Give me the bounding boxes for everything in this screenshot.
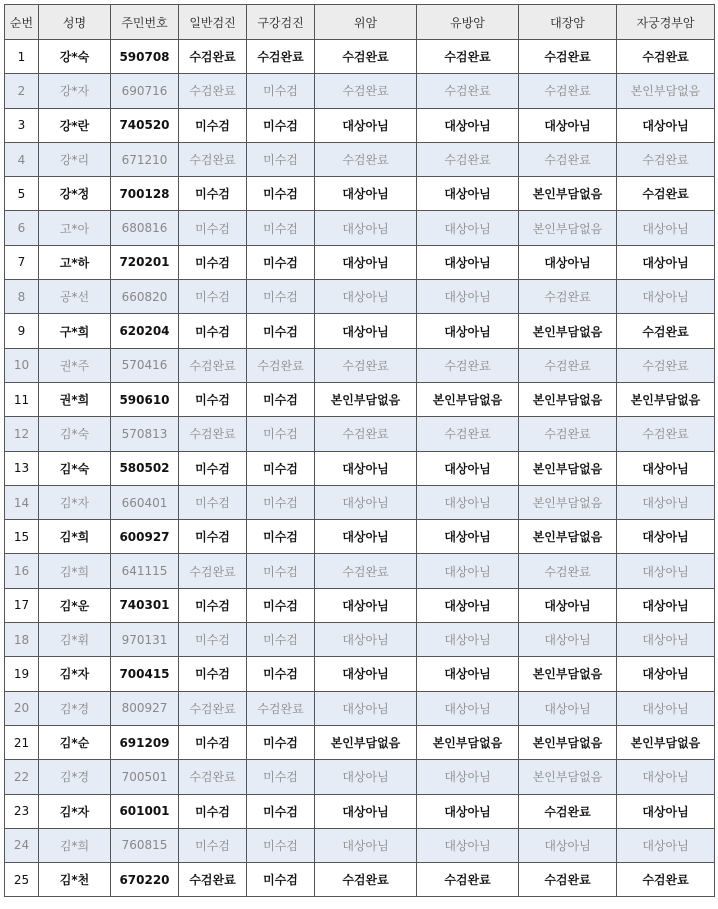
cell-cervical-cancer: 수검완료 <box>617 177 715 211</box>
cell-seq: 14 <box>5 485 39 519</box>
cell-general-checkup: 수검완료 <box>179 863 247 897</box>
cell-general-checkup: 수검완료 <box>179 142 247 176</box>
cell-oral-checkup: 미수검 <box>247 657 315 691</box>
cell-seq: 17 <box>5 588 39 622</box>
cell-colon-cancer: 대상아님 <box>519 245 617 279</box>
cell-cervical-cancer: 대상아님 <box>617 760 715 794</box>
header-oral-checkup: 구강검진 <box>247 5 315 40</box>
cell-name: 강*리 <box>39 142 111 176</box>
cell-cervical-cancer: 대상아님 <box>617 657 715 691</box>
cell-oral-checkup: 미수검 <box>247 588 315 622</box>
cell-seq: 4 <box>5 142 39 176</box>
table-row <box>5 177 715 211</box>
cell-name: 김*경 <box>39 760 111 794</box>
header-seq: 순번 <box>5 5 39 40</box>
cell-seq: 15 <box>5 520 39 554</box>
table-row <box>5 314 715 348</box>
cell-oral-checkup: 미수검 <box>247 623 315 657</box>
cell-id-number: 590708 <box>111 40 179 74</box>
cell-general-checkup: 미수검 <box>179 520 247 554</box>
cell-stomach-cancer: 대상아님 <box>315 211 417 245</box>
cell-id-number: 720201 <box>111 245 179 279</box>
cell-seq: 20 <box>5 691 39 725</box>
table-row <box>5 40 715 74</box>
cell-general-checkup: 수검완료 <box>179 417 247 451</box>
cell-stomach-cancer: 본인부담없음 <box>315 382 417 416</box>
table-header-row <box>5 5 715 40</box>
header-cervical-cancer: 자궁경부암 <box>617 5 715 40</box>
cell-breast-cancer: 대상아님 <box>417 108 519 142</box>
cell-oral-checkup: 미수검 <box>247 108 315 142</box>
cell-colon-cancer: 수검완료 <box>519 794 617 828</box>
cell-stomach-cancer: 수검완료 <box>315 142 417 176</box>
table-row <box>5 108 715 142</box>
table-row <box>5 828 715 862</box>
cell-id-number: 660401 <box>111 485 179 519</box>
cell-breast-cancer: 대상아님 <box>417 280 519 314</box>
cell-id-number: 970131 <box>111 623 179 657</box>
cell-stomach-cancer: 대상아님 <box>315 314 417 348</box>
header-breast-cancer: 유방암 <box>417 5 519 40</box>
cell-name: 강*숙 <box>39 40 111 74</box>
cell-colon-cancer: 본인부담없음 <box>519 520 617 554</box>
cell-oral-checkup: 미수검 <box>247 74 315 108</box>
cell-colon-cancer: 본인부담없음 <box>519 382 617 416</box>
cell-stomach-cancer: 대상아님 <box>315 451 417 485</box>
table-row <box>5 211 715 245</box>
cell-stomach-cancer: 대상아님 <box>315 828 417 862</box>
cell-oral-checkup: 미수검 <box>247 417 315 451</box>
cell-seq: 24 <box>5 828 39 862</box>
cell-id-number: 740520 <box>111 108 179 142</box>
cell-colon-cancer: 본인부담없음 <box>519 177 617 211</box>
cell-oral-checkup: 미수검 <box>247 211 315 245</box>
cell-stomach-cancer: 대상아님 <box>315 177 417 211</box>
cell-stomach-cancer: 대상아님 <box>315 520 417 554</box>
cell-name: 김*희 <box>39 828 111 862</box>
cell-id-number: 760815 <box>111 828 179 862</box>
cell-oral-checkup: 미수검 <box>247 177 315 211</box>
cell-name: 공*선 <box>39 280 111 314</box>
cell-id-number: 700415 <box>111 657 179 691</box>
cell-stomach-cancer: 수검완료 <box>315 554 417 588</box>
cell-seq: 16 <box>5 554 39 588</box>
cell-cervical-cancer: 대상아님 <box>617 623 715 657</box>
cell-cervical-cancer: 대상아님 <box>617 794 715 828</box>
cell-id-number: 601001 <box>111 794 179 828</box>
cell-seq: 11 <box>5 382 39 416</box>
cell-oral-checkup: 미수검 <box>247 863 315 897</box>
table-row <box>5 863 715 897</box>
cell-breast-cancer: 대상아님 <box>417 794 519 828</box>
cell-colon-cancer: 대상아님 <box>519 623 617 657</box>
table-row <box>5 623 715 657</box>
table-row <box>5 794 715 828</box>
cell-oral-checkup: 수검완료 <box>247 40 315 74</box>
cell-name: 구*희 <box>39 314 111 348</box>
cell-oral-checkup: 수검완료 <box>247 691 315 725</box>
cell-cervical-cancer: 수검완료 <box>617 142 715 176</box>
table-row <box>5 485 715 519</box>
cell-colon-cancer: 본인부담없음 <box>519 451 617 485</box>
cell-id-number: 690716 <box>111 74 179 108</box>
cell-colon-cancer: 수검완료 <box>519 74 617 108</box>
cell-name: 김*숙 <box>39 417 111 451</box>
cell-id-number: 700501 <box>111 760 179 794</box>
table-row <box>5 451 715 485</box>
cell-name: 김*숙 <box>39 451 111 485</box>
cell-oral-checkup: 미수검 <box>247 451 315 485</box>
cell-cervical-cancer: 대상아님 <box>617 588 715 622</box>
cell-colon-cancer: 수검완료 <box>519 554 617 588</box>
cell-cervical-cancer: 대상아님 <box>617 245 715 279</box>
cell-oral-checkup: 미수검 <box>247 725 315 759</box>
table-row <box>5 348 715 382</box>
cell-colon-cancer: 본인부담없음 <box>519 760 617 794</box>
cell-stomach-cancer: 대상아님 <box>315 623 417 657</box>
cell-oral-checkup: 미수검 <box>247 382 315 416</box>
cell-colon-cancer: 수검완료 <box>519 863 617 897</box>
cell-general-checkup: 수검완료 <box>179 554 247 588</box>
cell-stomach-cancer: 대상아님 <box>315 760 417 794</box>
cell-cervical-cancer: 대상아님 <box>617 108 715 142</box>
cell-id-number: 570416 <box>111 348 179 382</box>
cell-oral-checkup: 수검완료 <box>247 348 315 382</box>
cell-stomach-cancer: 대상아님 <box>315 691 417 725</box>
cell-breast-cancer: 대상아님 <box>417 554 519 588</box>
cell-colon-cancer: 대상아님 <box>519 588 617 622</box>
cell-general-checkup: 미수검 <box>179 485 247 519</box>
cell-seq: 13 <box>5 451 39 485</box>
cell-id-number: 600927 <box>111 520 179 554</box>
cell-cervical-cancer: 대상아님 <box>617 451 715 485</box>
cell-id-number: 680816 <box>111 211 179 245</box>
cell-cervical-cancer: 수검완료 <box>617 314 715 348</box>
cell-name: 강*란 <box>39 108 111 142</box>
cell-name: 김*경 <box>39 691 111 725</box>
cell-general-checkup: 미수검 <box>179 280 247 314</box>
cell-name: 김*휘 <box>39 623 111 657</box>
cell-colon-cancer: 본인부담없음 <box>519 657 617 691</box>
cell-name: 김*운 <box>39 588 111 622</box>
cell-general-checkup: 미수검 <box>179 623 247 657</box>
table-row <box>5 691 715 725</box>
cell-colon-cancer: 본인부담없음 <box>519 485 617 519</box>
table-row <box>5 142 715 176</box>
cell-name: 김*천 <box>39 863 111 897</box>
cell-colon-cancer: 본인부담없음 <box>519 211 617 245</box>
table-row <box>5 588 715 622</box>
cell-colon-cancer: 수검완료 <box>519 417 617 451</box>
cell-general-checkup: 미수검 <box>179 108 247 142</box>
cell-stomach-cancer: 대상아님 <box>315 485 417 519</box>
cell-cervical-cancer: 본인부담없음 <box>617 382 715 416</box>
table-row <box>5 417 715 451</box>
header-stomach-cancer: 위암 <box>315 5 417 40</box>
cell-name: 권*주 <box>39 348 111 382</box>
cell-cervical-cancer: 대상아님 <box>617 280 715 314</box>
cell-id-number: 691209 <box>111 725 179 759</box>
cell-breast-cancer: 대상아님 <box>417 211 519 245</box>
cell-breast-cancer: 수검완료 <box>417 74 519 108</box>
cell-colon-cancer: 대상아님 <box>519 108 617 142</box>
cell-cervical-cancer: 본인부담없음 <box>617 725 715 759</box>
cell-general-checkup: 미수검 <box>179 588 247 622</box>
cell-cervical-cancer: 대상아님 <box>617 554 715 588</box>
cell-cervical-cancer: 대상아님 <box>617 828 715 862</box>
cell-general-checkup: 미수검 <box>179 382 247 416</box>
cell-oral-checkup: 미수검 <box>247 828 315 862</box>
header-id-number: 주민번호 <box>111 5 179 40</box>
cell-breast-cancer: 대상아님 <box>417 314 519 348</box>
cell-cervical-cancer: 대상아님 <box>617 485 715 519</box>
cell-seq: 21 <box>5 725 39 759</box>
cell-general-checkup: 미수검 <box>179 211 247 245</box>
cell-id-number: 590610 <box>111 382 179 416</box>
cell-seq: 8 <box>5 280 39 314</box>
table-body <box>5 40 715 897</box>
cell-id-number: 580502 <box>111 451 179 485</box>
table-row <box>5 280 715 314</box>
cell-stomach-cancer: 대상아님 <box>315 108 417 142</box>
cell-cervical-cancer: 수검완료 <box>617 40 715 74</box>
cell-seq: 2 <box>5 74 39 108</box>
cell-oral-checkup: 미수검 <box>247 794 315 828</box>
cell-breast-cancer: 대상아님 <box>417 760 519 794</box>
cell-breast-cancer: 대상아님 <box>417 623 519 657</box>
cell-cervical-cancer: 수검완료 <box>617 348 715 382</box>
cell-breast-cancer: 수검완료 <box>417 863 519 897</box>
cell-cervical-cancer: 대상아님 <box>617 211 715 245</box>
cell-seq: 7 <box>5 245 39 279</box>
cell-colon-cancer: 대상아님 <box>519 828 617 862</box>
cell-oral-checkup: 미수검 <box>247 142 315 176</box>
cell-breast-cancer: 대상아님 <box>417 691 519 725</box>
cell-seq: 12 <box>5 417 39 451</box>
cell-stomach-cancer: 수검완료 <box>315 74 417 108</box>
cell-oral-checkup: 미수검 <box>247 245 315 279</box>
cell-general-checkup: 수검완료 <box>179 691 247 725</box>
cell-stomach-cancer: 대상아님 <box>315 794 417 828</box>
cell-seq: 5 <box>5 177 39 211</box>
table-row <box>5 245 715 279</box>
cell-seq: 6 <box>5 211 39 245</box>
cell-cervical-cancer: 수검완료 <box>617 863 715 897</box>
table-row <box>5 520 715 554</box>
cell-name: 권*희 <box>39 382 111 416</box>
cell-cervical-cancer: 수검완료 <box>617 417 715 451</box>
cell-stomach-cancer: 대상아님 <box>315 280 417 314</box>
cell-id-number: 740301 <box>111 588 179 622</box>
cell-seq: 1 <box>5 40 39 74</box>
table-row <box>5 554 715 588</box>
cell-id-number: 800927 <box>111 691 179 725</box>
table-row <box>5 382 715 416</box>
cell-breast-cancer: 대상아님 <box>417 828 519 862</box>
cell-stomach-cancer: 본인부담없음 <box>315 725 417 759</box>
cell-id-number: 660820 <box>111 280 179 314</box>
cell-breast-cancer: 대상아님 <box>417 451 519 485</box>
header-colon-cancer: 대장암 <box>519 5 617 40</box>
cell-general-checkup: 미수검 <box>179 177 247 211</box>
cell-colon-cancer: 수검완료 <box>519 280 617 314</box>
cell-id-number: 670220 <box>111 863 179 897</box>
cell-name: 김*희 <box>39 554 111 588</box>
cell-breast-cancer: 본인부담없음 <box>417 725 519 759</box>
table-row <box>5 725 715 759</box>
cell-general-checkup: 미수검 <box>179 245 247 279</box>
cell-name: 강*자 <box>39 74 111 108</box>
cell-general-checkup: 미수검 <box>179 451 247 485</box>
cell-id-number: 671210 <box>111 142 179 176</box>
cell-general-checkup: 미수검 <box>179 314 247 348</box>
cell-colon-cancer: 대상아님 <box>519 691 617 725</box>
cell-cervical-cancer: 대상아님 <box>617 520 715 554</box>
cell-seq: 23 <box>5 794 39 828</box>
cell-stomach-cancer: 대상아님 <box>315 588 417 622</box>
cell-seq: 18 <box>5 623 39 657</box>
cell-breast-cancer: 수검완료 <box>417 417 519 451</box>
cell-seq: 22 <box>5 760 39 794</box>
cell-oral-checkup: 미수검 <box>247 554 315 588</box>
cell-general-checkup: 수검완료 <box>179 74 247 108</box>
cell-breast-cancer: 수검완료 <box>417 142 519 176</box>
cell-breast-cancer: 대상아님 <box>417 657 519 691</box>
cell-colon-cancer: 수검완료 <box>519 40 617 74</box>
cell-breast-cancer: 대상아님 <box>417 245 519 279</box>
cell-oral-checkup: 미수검 <box>247 314 315 348</box>
cell-oral-checkup: 미수검 <box>247 520 315 554</box>
cell-stomach-cancer: 대상아님 <box>315 657 417 691</box>
cell-breast-cancer: 본인부담없음 <box>417 382 519 416</box>
cell-name: 고*아 <box>39 211 111 245</box>
cell-name: 고*하 <box>39 245 111 279</box>
table-row <box>5 760 715 794</box>
cell-general-checkup: 수검완료 <box>179 348 247 382</box>
cell-name: 김*순 <box>39 725 111 759</box>
cell-general-checkup: 미수검 <box>179 794 247 828</box>
cell-general-checkup: 수검완료 <box>179 40 247 74</box>
cell-name: 김*자 <box>39 794 111 828</box>
cell-colon-cancer: 본인부담없음 <box>519 725 617 759</box>
cell-cervical-cancer: 대상아님 <box>617 691 715 725</box>
cell-seq: 3 <box>5 108 39 142</box>
cell-seq: 25 <box>5 863 39 897</box>
screening-status-table <box>4 4 715 897</box>
header-name: 성명 <box>39 5 111 40</box>
cell-id-number: 620204 <box>111 314 179 348</box>
cell-general-checkup: 수검완료 <box>179 760 247 794</box>
cell-colon-cancer: 수검완료 <box>519 142 617 176</box>
cell-name: 김*자 <box>39 485 111 519</box>
cell-stomach-cancer: 대상아님 <box>315 245 417 279</box>
cell-stomach-cancer: 수검완료 <box>315 348 417 382</box>
header-general-checkup: 일반검진 <box>179 5 247 40</box>
cell-breast-cancer: 대상아님 <box>417 485 519 519</box>
cell-breast-cancer: 대상아님 <box>417 588 519 622</box>
cell-seq: 19 <box>5 657 39 691</box>
table-row <box>5 657 715 691</box>
cell-id-number: 700128 <box>111 177 179 211</box>
cell-seq: 10 <box>5 348 39 382</box>
cell-oral-checkup: 미수검 <box>247 485 315 519</box>
cell-breast-cancer: 수검완료 <box>417 348 519 382</box>
cell-breast-cancer: 대상아님 <box>417 177 519 211</box>
cell-oral-checkup: 미수검 <box>247 760 315 794</box>
cell-id-number: 641115 <box>111 554 179 588</box>
cell-general-checkup: 미수검 <box>179 828 247 862</box>
cell-breast-cancer: 수검완료 <box>417 40 519 74</box>
cell-id-number: 570813 <box>111 417 179 451</box>
cell-stomach-cancer: 수검완료 <box>315 417 417 451</box>
cell-general-checkup: 미수검 <box>179 725 247 759</box>
cell-seq: 9 <box>5 314 39 348</box>
table-row <box>5 74 715 108</box>
cell-name: 김*희 <box>39 520 111 554</box>
cell-stomach-cancer: 수검완료 <box>315 40 417 74</box>
cell-general-checkup: 미수검 <box>179 657 247 691</box>
screening-table-container <box>4 4 715 897</box>
cell-name: 강*정 <box>39 177 111 211</box>
cell-colon-cancer: 수검완료 <box>519 348 617 382</box>
cell-stomach-cancer: 수검완료 <box>315 863 417 897</box>
cell-breast-cancer: 대상아님 <box>417 520 519 554</box>
cell-name: 김*자 <box>39 657 111 691</box>
cell-colon-cancer: 본인부담없음 <box>519 314 617 348</box>
cell-cervical-cancer: 본인부담없음 <box>617 74 715 108</box>
cell-oral-checkup: 미수검 <box>247 280 315 314</box>
